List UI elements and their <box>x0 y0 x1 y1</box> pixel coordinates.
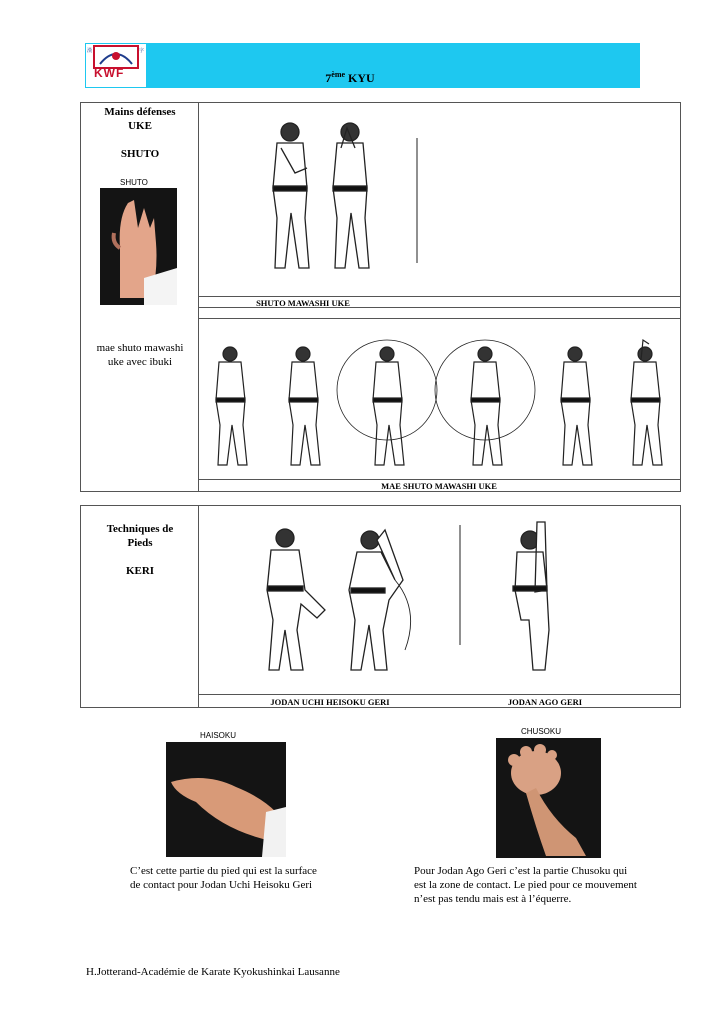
haisoku-text-line2: de contact pour Jodan Uchi Heisoku Geri <box>130 879 313 891</box>
uke-description <box>82 341 198 369</box>
mae-shuto-mawashi-uke-caption: MAE SHUTO MAWASHI UKE <box>381 481 497 491</box>
keri-heading-line3: KERI <box>125 565 155 577</box>
title-superscript: ème <box>331 70 346 79</box>
uke-caption-line-3 <box>198 318 680 319</box>
uke-heading-line2: UKE <box>128 120 152 132</box>
haisoku-text-line1: C’est cette partie du pied qui est la surface <box>130 865 317 877</box>
chusoku-label: CHUSOKU <box>521 727 562 736</box>
keri-heading-line2: Pieds <box>127 537 153 549</box>
jodan-ago-geri-caption: JODAN AGO GERI <box>507 697 583 707</box>
chusoku-text-line3: n’est pas tendu mais est à l’équerre. <box>414 893 572 905</box>
page-title <box>300 70 400 86</box>
kwf-logo <box>86 44 146 87</box>
uke-caption-line-1 <box>198 296 680 297</box>
uke-heading-line3: SHUTO <box>120 148 160 160</box>
shuto-hand-photo <box>100 188 177 305</box>
mae-shuto-mawashi-uke-figures <box>205 330 675 475</box>
chusoku-text-line1: Pour Jodan Ago Geri c’est la partie Chusoku qui <box>414 865 628 877</box>
keri-caption-line <box>198 694 680 695</box>
uke-heading <box>82 105 198 161</box>
jodan-uchi-heisoku-geri-figures <box>245 520 585 685</box>
logo-text: KWF <box>94 66 125 80</box>
chusoku-text-line2: est la zone de contact. Le pied pour ce mouvement <box>414 879 637 891</box>
title-number: 7 <box>325 71 332 85</box>
shuto-mawashi-uke-figures <box>255 118 435 283</box>
keri-divider <box>198 505 199 707</box>
chusoku-foot-photo <box>496 738 601 858</box>
svg-text:字: 字 <box>139 48 145 54</box>
keri-heading <box>82 522 198 578</box>
jodan-uchi-heisoku-geri-caption: JODAN UCHI HEISOKU GERI <box>270 697 390 707</box>
svg-text:漢: 漢 <box>87 48 93 54</box>
footer-text: H.Jotterand-Académie de Karate Kyokushinkai Lausanne <box>86 966 340 978</box>
uke-caption-line-4 <box>198 479 680 480</box>
chusoku-text <box>414 864 684 906</box>
haisoku-foot-photo <box>166 742 286 857</box>
uke-heading-line1: Mains défenses <box>104 106 176 118</box>
shuto-mawashi-uke-caption: SHUTO MAWASHI UKE <box>256 298 350 308</box>
shuto-photo-label: SHUTO <box>120 178 148 187</box>
haisoku-label: HAISOKU <box>200 731 237 740</box>
uke-description-line2: uke avec ibuki <box>107 356 173 368</box>
title-rest: KYU <box>345 71 375 85</box>
uke-description-line1: mae shuto mawashi <box>96 342 184 354</box>
keri-heading-line1: Techniques de <box>106 523 174 535</box>
haisoku-text <box>130 864 390 892</box>
